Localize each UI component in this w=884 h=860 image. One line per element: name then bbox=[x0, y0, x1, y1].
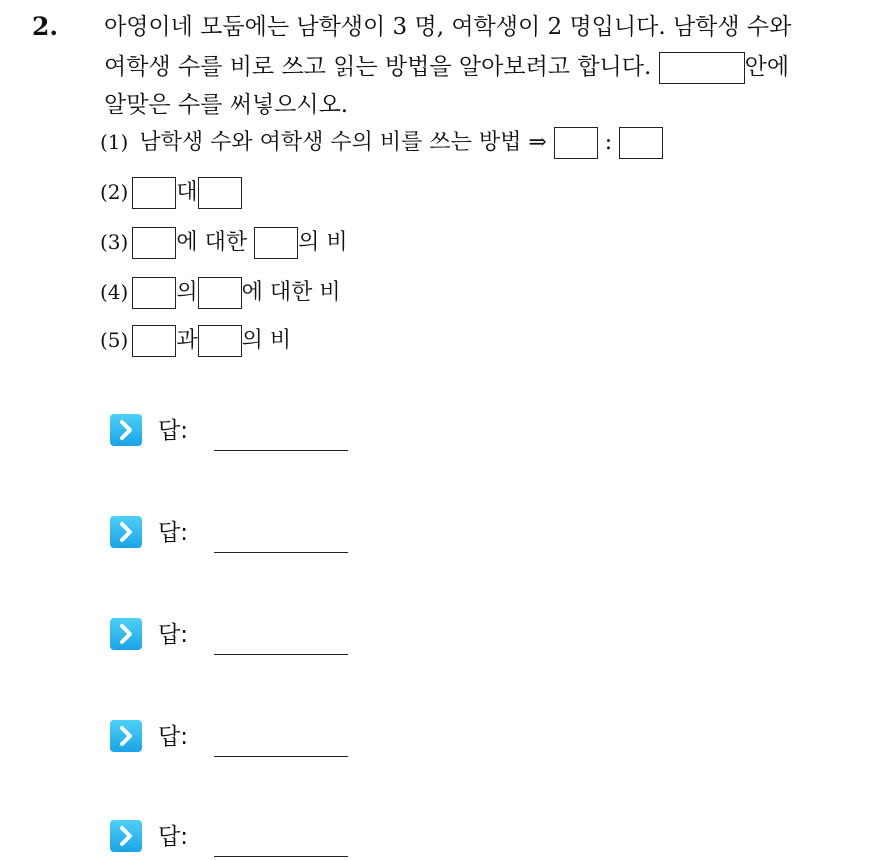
sub-item-tail-text: 에 대한 비 bbox=[241, 280, 341, 305]
chevron-right-icon bbox=[110, 618, 142, 650]
chevron-right-icon bbox=[110, 516, 142, 548]
answer-blank-line[interactable] bbox=[214, 552, 348, 553]
question-line-3: 알맞은 수를 써넣으시오. bbox=[104, 92, 349, 118]
answer-row-5 bbox=[110, 820, 370, 860]
question-number: 2. bbox=[32, 12, 59, 41]
answer-box[interactable] bbox=[554, 127, 598, 159]
answer-box[interactable] bbox=[132, 177, 176, 209]
sub-item-number: (1) bbox=[100, 130, 129, 154]
sub-item-tail-text: 의 비 bbox=[298, 230, 348, 255]
sub-item-5 bbox=[100, 324, 291, 357]
answer-blank-line[interactable] bbox=[214, 654, 348, 655]
question-line-2 bbox=[104, 52, 789, 84]
answer-label: 답: bbox=[158, 724, 188, 750]
answer-blank-line[interactable] bbox=[214, 756, 348, 757]
answer-row-1 bbox=[110, 414, 370, 454]
sub-item-mid-text: 대 bbox=[176, 180, 198, 205]
sub-item-mid-text: 과 bbox=[176, 328, 198, 353]
answer-box[interactable] bbox=[254, 227, 298, 259]
sub-item-number: (4) bbox=[100, 280, 129, 304]
answer-label: 답: bbox=[158, 622, 188, 648]
question-line-2-tail: 안에 bbox=[744, 54, 790, 80]
question-line-1: 아영이네 모둠에는 남학생이 3 명, 여학생이 2 명입니다. 남학생 수와 bbox=[104, 14, 792, 40]
sub-item-2 bbox=[100, 176, 242, 209]
chevron-right-icon bbox=[110, 414, 142, 446]
answer-label: 답: bbox=[158, 520, 188, 546]
answer-label: 답: bbox=[158, 418, 188, 444]
answer-box[interactable] bbox=[198, 277, 242, 309]
sub-item-4 bbox=[100, 276, 341, 309]
answer-row-3 bbox=[110, 618, 370, 658]
answer-box[interactable] bbox=[619, 127, 663, 159]
sub-item-1 bbox=[100, 126, 663, 159]
answer-label: 답: bbox=[158, 824, 188, 850]
ratio-separator: : bbox=[604, 130, 613, 155]
sub-item-tail-text: 의 비 bbox=[241, 328, 292, 353]
sub-item-mid-text: 에 대한 bbox=[176, 230, 248, 255]
example-blank-box bbox=[659, 52, 745, 84]
answer-box[interactable] bbox=[132, 325, 176, 357]
question-line-2-text: 여학생 수를 비로 쓰고 읽는 방법을 알아보려고 합니다. bbox=[104, 54, 652, 80]
answer-box[interactable] bbox=[198, 325, 242, 357]
chevron-right-icon bbox=[110, 820, 142, 852]
answer-row-4 bbox=[110, 720, 370, 760]
answer-row-2 bbox=[110, 516, 370, 556]
sub-item-mid-text: 의 bbox=[176, 280, 198, 305]
sub-item-number: (3) bbox=[100, 230, 129, 254]
answer-box[interactable] bbox=[132, 277, 176, 309]
sub-item-3 bbox=[100, 226, 348, 259]
answer-blank-line[interactable] bbox=[214, 450, 348, 451]
chevron-right-icon bbox=[110, 720, 142, 752]
sub-item-text: 남학생 수와 여학생 수의 비를 쓰는 방법 ⇒ bbox=[139, 130, 547, 155]
sub-item-number: (2) bbox=[100, 180, 129, 204]
answer-box[interactable] bbox=[132, 227, 176, 259]
answer-box[interactable] bbox=[198, 177, 242, 209]
sub-item-number: (5) bbox=[100, 328, 129, 352]
answer-blank-line[interactable] bbox=[214, 856, 348, 857]
